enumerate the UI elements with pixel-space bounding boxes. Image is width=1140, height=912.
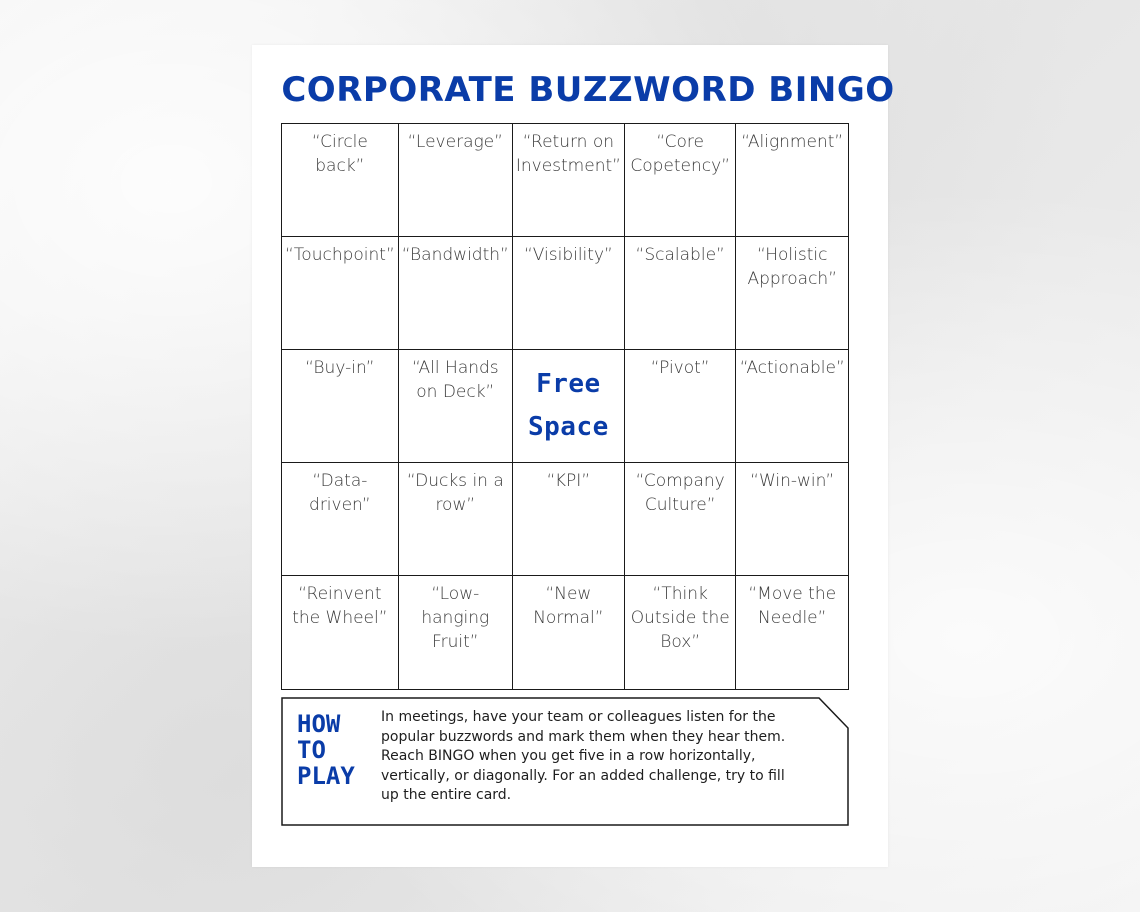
bingo-cell[interactable]: “Visibility” (513, 237, 625, 350)
how-to-play-box (281, 697, 849, 827)
bingo-cell[interactable]: “Low-hanging Fruit” (399, 576, 513, 689)
bingo-cell[interactable]: “Data-driven” (282, 463, 399, 576)
free-space-cell[interactable] (513, 350, 625, 463)
bingo-cell[interactable]: “New Normal” (513, 576, 625, 689)
bingo-cell[interactable]: “Company Culture” (625, 463, 737, 576)
bingo-cell[interactable]: “Pivot” (625, 350, 737, 463)
bingo-cell[interactable]: “Buy-in” (282, 350, 399, 463)
bingo-cell[interactable]: “All Hands on Deck” (399, 350, 513, 463)
bingo-cell[interactable]: “Move the Needle” (748, 584, 837, 628)
bingo-cell[interactable]: “Ducks in a row” (399, 463, 513, 576)
bingo-cell[interactable]: “Holistic Approach” (736, 237, 848, 350)
bingo-cell[interactable]: “Alignment” (736, 124, 848, 237)
bingo-cell[interactable]: “Circle back” (282, 124, 399, 237)
bingo-grid (281, 123, 849, 690)
bingo-cell[interactable]: “Leverage” (399, 124, 513, 237)
how-to-play-heading: HOW TO PLAY (297, 710, 355, 790)
bingo-cell[interactable]: “Reinvent the Wheel” (282, 576, 399, 689)
bingo-cell[interactable]: “Core Copetency” (625, 124, 737, 237)
bingo-cell[interactable]: “Actionable” (736, 350, 848, 463)
bingo-cell[interactable]: “Think Outside the Box” (625, 576, 737, 689)
bingo-cell[interactable]: “Bandwidth” (399, 237, 513, 350)
page-title: CORPORATE BUZZWORD BINGO (281, 70, 895, 110)
bingo-cell[interactable]: “KPI” (513, 463, 625, 576)
bingo-cell[interactable]: “Return on Investment” (513, 124, 625, 237)
bingo-cell[interactable]: “Touchpoint” (282, 237, 399, 350)
bingo-cell[interactable]: “Scalable” (625, 237, 737, 350)
how-to-play-instructions: In meetings, have your team or colleagues listen for the popular buzzwords and mark them when they hear them. Reach BINGO when you get five in a row horizontally, vertically, or diagonally. For an added challenge, try to fill up the entire card. (381, 709, 786, 804)
bingo-cell[interactable]: “Win-win” (736, 463, 848, 576)
free-space-label: Free Space (528, 369, 609, 442)
